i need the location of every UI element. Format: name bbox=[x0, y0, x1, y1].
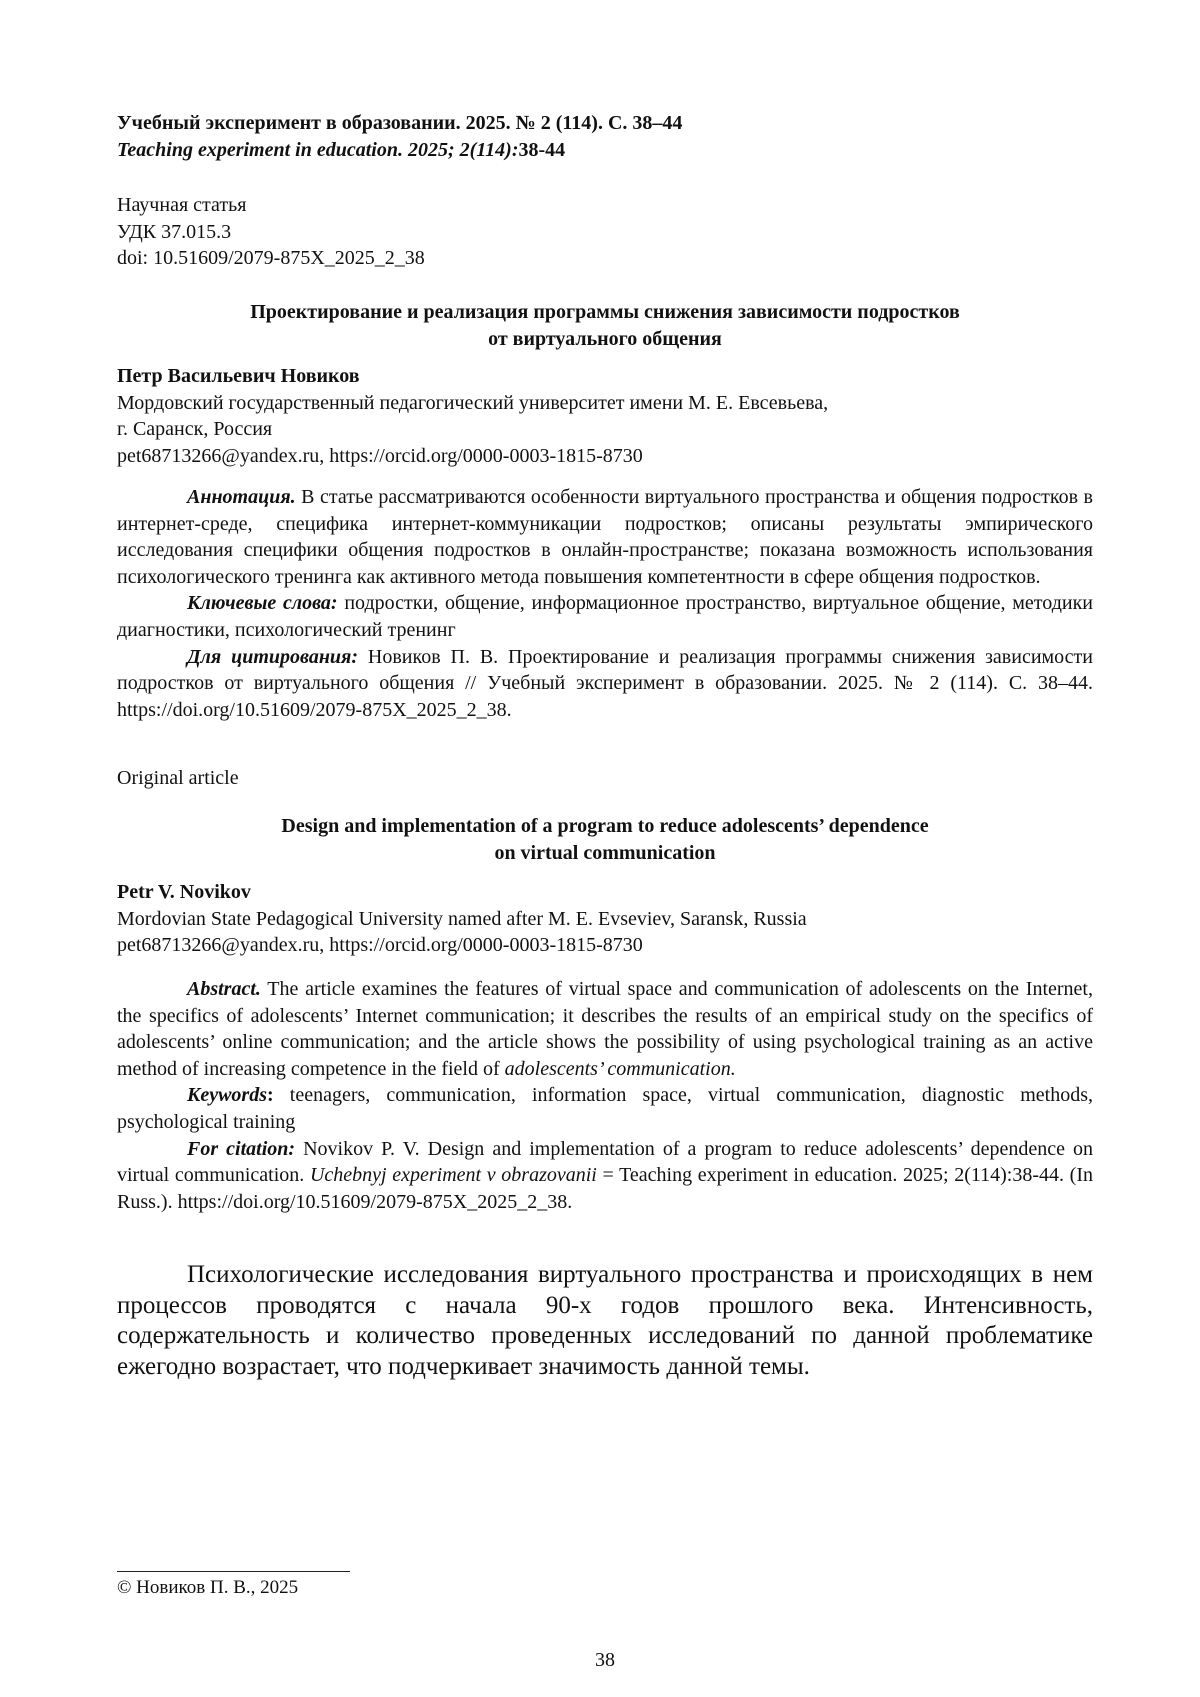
doi: doi: 10.51609/2079-875X_2025_2_38 bbox=[117, 247, 425, 270]
page-number: 38 bbox=[595, 1649, 615, 1671]
copyright-footnote: © Новиков П. В., 2025 bbox=[117, 1577, 299, 1598]
journal-header bbox=[117, 110, 1093, 163]
journal-title-ru: Учебный эксперимент в образовании. 2025. № 2 (114). С. 38–44 bbox=[117, 112, 683, 134]
article-meta-ru bbox=[117, 192, 1093, 272]
citation-ru: Для цитирования: Новиков П. В. Проектирование и реализация программы снижения зависимости подростков от виртуального общения // Учебный эксперимент в образовании. 2025. № 2 (114). С. 38–44. https://doi.org/10.51609/2079-875X_2025_2_38. bbox=[117, 645, 1093, 721]
abstract-en: Abstract. The article examines the features of virtual space and communication of adolescents on the Internet, the specifics of adolescents’ Internet communication; it describes the results of an empirical study on the specifics of adolescents’ online communication; and the article shows the possibility of using psychological training as an active method of increasing competence in the field of adolescents’ communication. bbox=[117, 978, 1093, 1080]
journal-title-en: Teaching experiment in education. 2025; 2(114):38-44 bbox=[117, 138, 566, 161]
body-text bbox=[117, 1260, 1093, 1382]
citation-en: For citation: Novikov P. V. Design and implementation of a program to reduce adolescents’ dependence on virtual communication. Uchebnyj experiment v obrazovanii = Teaching experiment in education. 2025; 2(114):38-44. (In Russ.). https://doi.org/10.51609/2079-875X_2025_2_38. bbox=[117, 1137, 1094, 1213]
abstract-section-ru bbox=[117, 484, 1093, 723]
body-paragraph: Психологические исследования виртуального пространства и происходящих в нем процессов проводятся с начала 90-х годов прошлого века. Интенсивность, содержательность и количество проведенных исследований по данной проблематике ежегодно возрастает, что подчеркивает значимость данной темы. bbox=[117, 1261, 1093, 1380]
affiliation-ru: Мордовский государственный педагогический университет имени М. Е. Евсевьева, bbox=[117, 391, 829, 414]
author-block-en bbox=[117, 879, 1093, 959]
abstract-section-en bbox=[117, 976, 1093, 1215]
abstract-ru: Аннотация. В статье рассматриваются особенности виртуального пространства и общения подростков в интернет-среде, специфика интернет-коммуникации подростков; описаны результаты эмпирического исследования специфики общения подростков в онлайн-пространстве; показана возможность использования психологического тренинга как активного метода повышения компетентности в сфере общения подростков. bbox=[117, 486, 1093, 588]
udc-code: УДК 37.015.3 bbox=[117, 220, 232, 243]
article-type-en: Original article bbox=[117, 767, 239, 789]
city-ru: г. Саранск, Россия bbox=[117, 418, 273, 441]
article-title-en: Design and implementation of a program to reduce adolescents’ dependence on virtual communication bbox=[281, 815, 929, 864]
keywords-ru: Ключевые слова: подростки, общение, информационное пространство, виртуальное общение, методики диагностики, психологический тренинг bbox=[117, 592, 1094, 641]
author-block-ru bbox=[117, 363, 1093, 469]
footnote-separator bbox=[117, 1571, 350, 1572]
article-type-ru: Научная статья bbox=[117, 194, 247, 216]
article-title-ru: Проектирование и реализация программы снижения зависимости подростков от виртуального общения bbox=[250, 301, 960, 350]
author-name-en: Petr V. Novikov bbox=[117, 881, 251, 903]
author-contacts-en: pet68713266@yandex.ru, https://orcid.org/0000-0003-1815-8730 bbox=[117, 934, 643, 957]
author-contacts-ru: pet68713266@yandex.ru, https://orcid.org/0000-0003-1815-8730 bbox=[117, 444, 643, 467]
author-name-ru: Петр Васильевич Новиков bbox=[117, 365, 360, 387]
affiliation-en: Mordovian State Pedagogical University named after M. E. Evseviev, Saransk, Russia bbox=[117, 907, 807, 930]
keywords-en: Keywords: teenagers, communication, information space, virtual communication, diagnostic methods, psychological training bbox=[117, 1084, 1093, 1133]
